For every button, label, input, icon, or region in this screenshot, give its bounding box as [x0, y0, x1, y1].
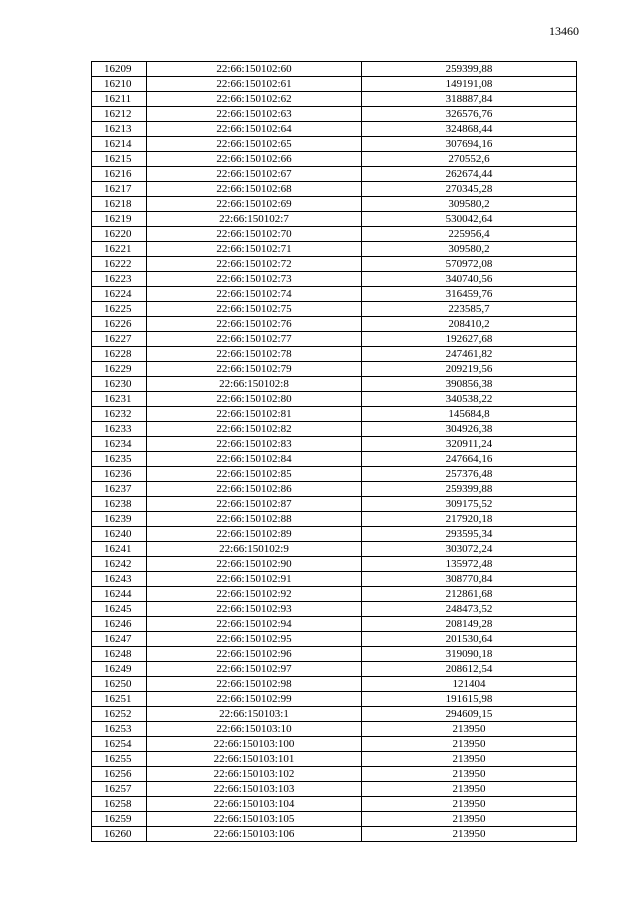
cadastral-number-cell: 22:66:150102:76 — [147, 317, 362, 332]
table-body — [92, 62, 577, 842]
table-row — [92, 62, 577, 77]
cadastral-number-cell: 22:66:150102:70 — [147, 227, 362, 242]
row-number-cell: 16258 — [92, 797, 147, 812]
table-row — [92, 257, 577, 272]
cadastral-value-cell: 326576,76 — [362, 107, 577, 122]
row-number-cell: 16256 — [92, 767, 147, 782]
row-number-cell: 16249 — [92, 662, 147, 677]
cadastral-number-cell: 22:66:150102:7 — [147, 212, 362, 227]
cadastral-value-cell: 340740,56 — [362, 272, 577, 287]
cadastral-number-cell: 22:66:150102:79 — [147, 362, 362, 377]
cadastral-value-cell: 270552,6 — [362, 152, 577, 167]
row-number-cell: 16240 — [92, 527, 147, 542]
cadastral-value-cell: 324868,44 — [362, 122, 577, 137]
table-row — [92, 407, 577, 422]
table-row — [92, 527, 577, 542]
cadastral-number-cell: 22:66:150102:78 — [147, 347, 362, 362]
table-row — [92, 767, 577, 782]
row-number-cell: 16241 — [92, 542, 147, 557]
row-number-cell: 16220 — [92, 227, 147, 242]
row-number-cell: 16237 — [92, 482, 147, 497]
cadastral-number-cell: 22:66:150103:106 — [147, 827, 362, 842]
row-number-cell: 16259 — [92, 812, 147, 827]
cadastral-number-cell: 22:66:150102:93 — [147, 602, 362, 617]
cadastral-value-cell: 225956,4 — [362, 227, 577, 242]
cadastral-number-cell: 22:66:150102:94 — [147, 617, 362, 632]
page-number: 13460 — [549, 24, 579, 38]
cadastral-number-cell: 22:66:150102:85 — [147, 467, 362, 482]
cadastral-value-cell: 213950 — [362, 737, 577, 752]
cadastral-value-cell: 213950 — [362, 827, 577, 842]
row-number-cell: 16252 — [92, 707, 147, 722]
table-row — [92, 677, 577, 692]
table-row — [92, 812, 577, 827]
table-row — [92, 452, 577, 467]
table-row — [92, 422, 577, 437]
row-number-cell: 16246 — [92, 617, 147, 632]
row-number-cell: 16224 — [92, 287, 147, 302]
cadastral-value-cell: 213950 — [362, 767, 577, 782]
cadastral-value-cell: 247664,16 — [362, 452, 577, 467]
cadastral-value-cell: 262674,44 — [362, 167, 577, 182]
row-number-cell: 16226 — [92, 317, 147, 332]
cadastral-number-cell: 22:66:150102:67 — [147, 167, 362, 182]
cadastral-number-cell: 22:66:150103:100 — [147, 737, 362, 752]
table-row — [92, 242, 577, 257]
cadastral-value-cell: 213950 — [362, 722, 577, 737]
row-number-cell: 16234 — [92, 437, 147, 452]
row-number-cell: 16225 — [92, 302, 147, 317]
cadastral-value-cell: 320911,24 — [362, 437, 577, 452]
row-number-cell: 16217 — [92, 182, 147, 197]
row-number-cell: 16214 — [92, 137, 147, 152]
cadastral-number-cell: 22:66:150102:99 — [147, 692, 362, 707]
table-row — [92, 572, 577, 587]
table-row — [92, 77, 577, 92]
table-row — [92, 167, 577, 182]
cadastral-value-cell: 223585,7 — [362, 302, 577, 317]
cadastral-value-cell: 135972,48 — [362, 557, 577, 572]
cadastral-number-cell: 22:66:150102:97 — [147, 662, 362, 677]
table-row — [92, 542, 577, 557]
cadastral-number-cell: 22:66:150102:86 — [147, 482, 362, 497]
cadastral-value-cell: 217920,18 — [362, 512, 577, 527]
cadastral-value-cell: 303072,24 — [362, 542, 577, 557]
table-row — [92, 722, 577, 737]
row-number-cell: 16228 — [92, 347, 147, 362]
row-number-cell: 16213 — [92, 122, 147, 137]
row-number-cell: 16232 — [92, 407, 147, 422]
cadastral-number-cell: 22:66:150102:77 — [147, 332, 362, 347]
table-row — [92, 302, 577, 317]
cadastral-number-cell: 22:66:150102:66 — [147, 152, 362, 167]
table-row — [92, 827, 577, 842]
cadastral-value-cell: 247461,82 — [362, 347, 577, 362]
cadastral-number-cell: 22:66:150102:71 — [147, 242, 362, 257]
cadastral-value-cell: 208410,2 — [362, 317, 577, 332]
table-row — [92, 227, 577, 242]
table-row — [92, 332, 577, 347]
table-row — [92, 602, 577, 617]
table-row — [92, 212, 577, 227]
row-number-cell: 16238 — [92, 497, 147, 512]
row-number-cell: 16210 — [92, 77, 147, 92]
table-row — [92, 662, 577, 677]
table-row — [92, 197, 577, 212]
cadastral-value-cell: 307694,16 — [362, 137, 577, 152]
cadastral-number-cell: 22:66:150102:63 — [147, 107, 362, 122]
cadastral-value-cell: 248473,52 — [362, 602, 577, 617]
cadastral-value-cell: 213950 — [362, 797, 577, 812]
cadastral-value-cell: 145684,8 — [362, 407, 577, 422]
row-number-cell: 16235 — [92, 452, 147, 467]
table-row — [92, 707, 577, 722]
row-number-cell: 16222 — [92, 257, 147, 272]
cadastral-number-cell: 22:66:150102:98 — [147, 677, 362, 692]
cadastral-number-cell: 22:66:150102:8 — [147, 377, 362, 392]
cadastral-value-cell: 209219,56 — [362, 362, 577, 377]
row-number-cell: 16236 — [92, 467, 147, 482]
row-number-cell: 16254 — [92, 737, 147, 752]
row-number-cell: 16253 — [92, 722, 147, 737]
cadastral-value-cell: 208149,28 — [362, 617, 577, 632]
table-row — [92, 347, 577, 362]
table-row — [92, 647, 577, 662]
row-number-cell: 16257 — [92, 782, 147, 797]
cadastral-value-cell: 208612,54 — [362, 662, 577, 677]
cadastral-value-cell: 570972,08 — [362, 257, 577, 272]
row-number-cell: 16212 — [92, 107, 147, 122]
cadastral-number-cell: 22:66:150102:60 — [147, 62, 362, 77]
table-row — [92, 797, 577, 812]
cadastral-value-cell: 213950 — [362, 752, 577, 767]
cadastral-value-cell: 270345,28 — [362, 182, 577, 197]
row-number-cell: 16255 — [92, 752, 147, 767]
row-number-cell: 16244 — [92, 587, 147, 602]
cadastral-value-cell: 192627,68 — [362, 332, 577, 347]
table-row — [92, 317, 577, 332]
row-number-cell: 16243 — [92, 572, 147, 587]
cadastral-value-cell: 294609,15 — [362, 707, 577, 722]
row-number-cell: 16218 — [92, 197, 147, 212]
cadastral-number-cell: 22:66:150103:105 — [147, 812, 362, 827]
table-row — [92, 557, 577, 572]
cadastral-value-cell: 309175,52 — [362, 497, 577, 512]
cadastral-value-cell: 309580,2 — [362, 197, 577, 212]
table-row — [92, 182, 577, 197]
cadastral-value-cell: 316459,76 — [362, 287, 577, 302]
cadastral-value-cell: 340538,22 — [362, 392, 577, 407]
cadastral-number-cell: 22:66:150102:90 — [147, 557, 362, 572]
row-number-cell: 16216 — [92, 167, 147, 182]
cadastral-number-cell: 22:66:150103:10 — [147, 722, 362, 737]
cadastral-number-cell: 22:66:150102:84 — [147, 452, 362, 467]
row-number-cell: 16223 — [92, 272, 147, 287]
row-number-cell: 16230 — [92, 377, 147, 392]
table-row — [92, 152, 577, 167]
cadastral-value-cell: 259399,88 — [362, 62, 577, 77]
cadastral-number-cell: 22:66:150102:80 — [147, 392, 362, 407]
table-row — [92, 437, 577, 452]
table-row — [92, 92, 577, 107]
table-row — [92, 617, 577, 632]
cadastral-value-cell: 212861,68 — [362, 587, 577, 602]
table-row — [92, 377, 577, 392]
table-row — [92, 122, 577, 137]
table-row — [92, 287, 577, 302]
row-number-cell: 16209 — [92, 62, 147, 77]
cadastral-number-cell: 22:66:150102:88 — [147, 512, 362, 527]
table-row — [92, 137, 577, 152]
cadastral-number-cell: 22:66:150102:96 — [147, 647, 362, 662]
table-row — [92, 467, 577, 482]
cadastral-number-cell: 22:66:150102:68 — [147, 182, 362, 197]
table-row — [92, 272, 577, 287]
cadastral-value-cell: 318887,84 — [362, 92, 577, 107]
cadastral-value-cell: 309580,2 — [362, 242, 577, 257]
cadastral-number-cell: 22:66:150102:65 — [147, 137, 362, 152]
cadastral-value-cell: 259399,88 — [362, 482, 577, 497]
table-row — [92, 632, 577, 647]
table-row — [92, 692, 577, 707]
cadastral-number-cell: 22:66:150103:103 — [147, 782, 362, 797]
row-number-cell: 16242 — [92, 557, 147, 572]
row-number-cell: 16245 — [92, 602, 147, 617]
cadastral-value-cell: 213950 — [362, 782, 577, 797]
row-number-cell: 16233 — [92, 422, 147, 437]
cadastral-value-cell: 390856,38 — [362, 377, 577, 392]
row-number-cell: 16219 — [92, 212, 147, 227]
cadastral-number-cell: 22:66:150102:72 — [147, 257, 362, 272]
cadastral-number-cell: 22:66:150102:89 — [147, 527, 362, 542]
row-number-cell: 16239 — [92, 512, 147, 527]
cadastral-number-cell: 22:66:150102:82 — [147, 422, 362, 437]
cadastral-number-cell: 22:66:150103:104 — [147, 797, 362, 812]
cadastral-number-cell: 22:66:150102:87 — [147, 497, 362, 512]
cadastral-value-cell: 530042,64 — [362, 212, 577, 227]
cadastral-number-cell: 22:66:150102:69 — [147, 197, 362, 212]
row-number-cell: 16215 — [92, 152, 147, 167]
cadastral-number-cell: 22:66:150102:92 — [147, 587, 362, 602]
cadastral-value-cell: 257376,48 — [362, 467, 577, 482]
table-row — [92, 737, 577, 752]
cadastral-number-cell: 22:66:150102:61 — [147, 77, 362, 92]
cadastral-number-cell: 22:66:150102:81 — [147, 407, 362, 422]
table-row — [92, 482, 577, 497]
cadastral-number-cell: 22:66:150102:91 — [147, 572, 362, 587]
table-row — [92, 752, 577, 767]
table-row — [92, 362, 577, 377]
table-row — [92, 107, 577, 122]
cadastral-number-cell: 22:66:150102:83 — [147, 437, 362, 452]
cadastral-number-cell: 22:66:150103:101 — [147, 752, 362, 767]
row-number-cell: 16260 — [92, 827, 147, 842]
cadastral-number-cell: 22:66:150102:95 — [147, 632, 362, 647]
table-row — [92, 587, 577, 602]
cadastral-value-cell: 201530,64 — [362, 632, 577, 647]
cadastral-value-cell: 213950 — [362, 812, 577, 827]
row-number-cell: 16227 — [92, 332, 147, 347]
row-number-cell: 16221 — [92, 242, 147, 257]
cadastral-number-cell: 22:66:150103:102 — [147, 767, 362, 782]
row-number-cell: 16231 — [92, 392, 147, 407]
cadastral-number-cell: 22:66:150103:1 — [147, 707, 362, 722]
table-row — [92, 512, 577, 527]
table-row — [92, 392, 577, 407]
cadastral-value-cell: 121404 — [362, 677, 577, 692]
row-number-cell: 16211 — [92, 92, 147, 107]
row-number-cell: 16248 — [92, 647, 147, 662]
cadastral-value-cell: 293595,34 — [362, 527, 577, 542]
cadastral-number-cell: 22:66:150102:64 — [147, 122, 362, 137]
row-number-cell: 16250 — [92, 677, 147, 692]
cadastral-number-cell: 22:66:150102:9 — [147, 542, 362, 557]
cadastral-value-table — [91, 61, 577, 842]
cadastral-value-cell: 149191,08 — [362, 77, 577, 92]
cadastral-number-cell: 22:66:150102:73 — [147, 272, 362, 287]
table-row — [92, 497, 577, 512]
row-number-cell: 16229 — [92, 362, 147, 377]
cadastral-value-cell: 191615,98 — [362, 692, 577, 707]
row-number-cell: 16251 — [92, 692, 147, 707]
row-number-cell: 16247 — [92, 632, 147, 647]
cadastral-value-cell: 304926,38 — [362, 422, 577, 437]
cadastral-value-cell: 319090,18 — [362, 647, 577, 662]
table-row — [92, 782, 577, 797]
cadastral-number-cell: 22:66:150102:74 — [147, 287, 362, 302]
cadastral-number-cell: 22:66:150102:62 — [147, 92, 362, 107]
cadastral-number-cell: 22:66:150102:75 — [147, 302, 362, 317]
cadastral-value-cell: 308770,84 — [362, 572, 577, 587]
